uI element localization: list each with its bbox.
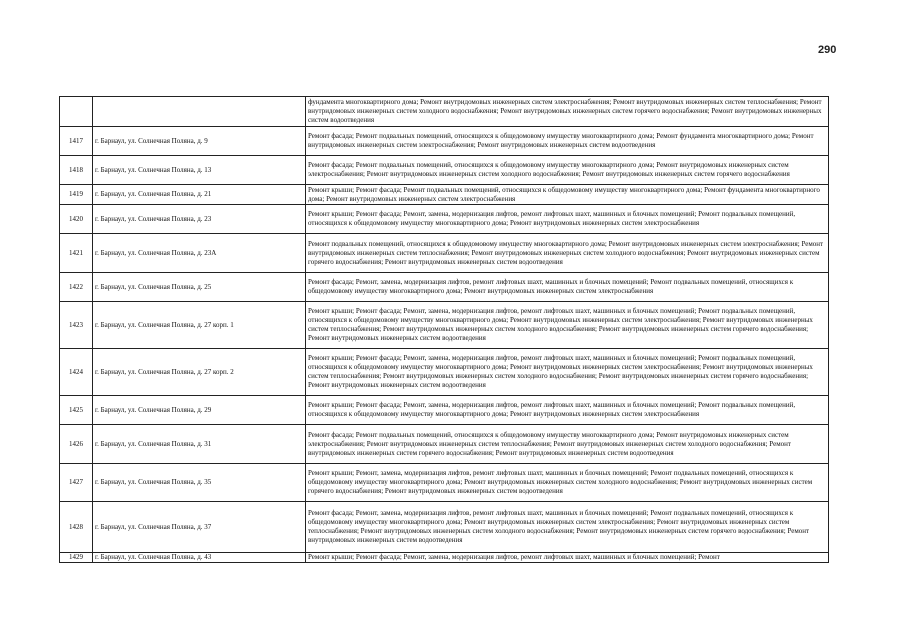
row-works: Ремонт крыши; Ремонт фасада; Ремонт, замена, модернизация лифтов, ремонт лифтовых шахт, машинных и блочных помещений; Ремонт подвальных помещений, относящихся к общедомовому имуществу многоквартирного дома; Ремонт внутридомовых инженерных систем электроснабжения; Ремонт внутридомовых инженерных систем теплоснабжения; Ремонт внутридомовых инженерных систем холодного водоснабжения; Ремонт внутридомовых инженерных систем горячего водоснабжения; Ремонт внутридомовых инженерных систем водоотведения bbox=[306, 349, 829, 396]
row-address: г. Барнаул, ул. Солнечная Поляна, д. 21 bbox=[93, 185, 306, 205]
row-address: г. Барнаул, ул. Солнечная Поляна, д. 27 корп. 1 bbox=[93, 302, 306, 349]
registry-table bbox=[59, 96, 829, 563]
row-works: Ремонт крыши; Ремонт фасада; Ремонт, замена, модернизация лифтов, ремонт лифтовых шахт, машинных и блочных помещений; Ремонт подвальных помещений, относящихся к общедомовому имуществу многоквартирного дома; Ремонт внутридомовых инженерных систем электроснабжения bbox=[306, 396, 829, 425]
table-row bbox=[60, 425, 829, 464]
row-number: 1420 bbox=[60, 205, 93, 234]
table-row bbox=[60, 273, 829, 302]
table-row bbox=[60, 185, 829, 205]
row-works: Ремонт фасада; Ремонт, замена, модернизация лифтов, ремонт лифтовых шахт, машинных и блочных помещений; Ремонт подвальных помещений, относящихся к общедомовому имуществу многоквартирного дома; Ремонт внутридомовых инженерных систем электроснабжения; Ремонт внутридомовых инженерных систем теплоснабжения; Ремонт внутридомовых инженерных систем холодного водоснабжения; Ремонт внутридомовых инженерных систем горячего водоснабжения; Ремонт внутридомовых инженерных систем водоотведения bbox=[306, 502, 829, 553]
row-address bbox=[93, 97, 306, 127]
row-number: 1428 bbox=[60, 502, 93, 553]
row-address: г. Барнаул, ул. Солнечная Поляна, д. 9 bbox=[93, 127, 306, 156]
table-row bbox=[60, 234, 829, 273]
table-row bbox=[60, 502, 829, 553]
table-row bbox=[60, 156, 829, 185]
row-works: Ремонт фасада; Ремонт подвальных помещений, относящихся к общедомовому имуществу многоквартирного дома; Ремонт внутридомовых инженерных систем электроснабжения; Ремонт внутридомовых инженерных систем теплоснабжения; Ремонт внутридомовых инженерных систем холодного водоснабжения; Ремонт внутридомовых инженерных систем горячего водоснабжения; Ремонт внутридомовых инженерных систем водоотведения bbox=[306, 425, 829, 464]
row-number bbox=[60, 97, 93, 127]
row-address: г. Барнаул, ул. Солнечная Поляна, д. 23 bbox=[93, 205, 306, 234]
row-number: 1421 bbox=[60, 234, 93, 273]
row-number: 1424 bbox=[60, 349, 93, 396]
row-number: 1427 bbox=[60, 464, 93, 502]
row-number: 1422 bbox=[60, 273, 93, 302]
row-works: Ремонт крыши; Ремонт, замена, модернизация лифтов, ремонт лифтовых шахт, машинных и блочных помещений; Ремонт подвальных помещений, относящихся к общедомовому имуществу многоквартирного дома; Ремонт внутридомовых инженерных систем холодного водоснабжения; Ремонт внутридомовых инженерных систем горячего водоснабжения; Ремонт внутридомовых инженерных систем водоотведения bbox=[306, 464, 829, 502]
row-number: 1419 bbox=[60, 185, 93, 205]
row-works: Ремонт подвальных помещений, относящихся к общедомовому имуществу многоквартирного дома; Ремонт внутридомовых инженерных систем электроснабжения; Ремонт внутридомовых инженерных систем теплоснабжения; Ремонт внутридомовых инженерных систем холодного водоснабжения; Ремонт внутридомовых инженерных систем горячего водоснабжения; Ремонт внутридомовых инженерных систем водоотведения bbox=[306, 234, 829, 273]
row-number: 1425 bbox=[60, 396, 93, 425]
row-address: г. Барнаул, ул. Солнечная Поляна, д. 29 bbox=[93, 396, 306, 425]
row-address: г. Барнаул, ул. Солнечная Поляна, д. 25 bbox=[93, 273, 306, 302]
row-address: г. Барнаул, ул. Солнечная Поляна, д. 35 bbox=[93, 464, 306, 502]
row-number: 1429 bbox=[60, 553, 93, 563]
table-row bbox=[60, 302, 829, 349]
page-number: 290 bbox=[818, 44, 837, 56]
row-address: г. Барнаул, ул. Солнечная Поляна, д. 13 bbox=[93, 156, 306, 185]
table-row bbox=[60, 97, 829, 127]
row-works: Ремонт крыши; Ремонт фасада; Ремонт, замена, модернизация лифтов, ремонт лифтовых шахт, машинных и блочных помещений; Ремонт подвальных помещений, относящихся к общедомовому имуществу многоквартирного дома; Ремонт внутридомовых инженерных систем электроснабжения bbox=[306, 205, 829, 234]
row-number: 1423 bbox=[60, 302, 93, 349]
table-row bbox=[60, 205, 829, 234]
row-works: Ремонт фасада; Ремонт подвальных помещений, относящихся к общедомовому имуществу многоквартирного дома; Ремонт внутридомовых инженерных систем электроснабжения; Ремонт внутридомовых инженерных систем холодного водоснабжения; Ремонт внутридомовых инженерных систем горячего водоснабжения bbox=[306, 156, 829, 185]
row-address: г. Барнаул, ул. Солнечная Поляна, д. 23А bbox=[93, 234, 306, 273]
row-works: Ремонт крыши; Ремонт фасада; Ремонт подвальных помещений, относящихся к общедомовому имуществу многоквартирного дома; Ремонт фундамента многоквартирного дома; Ремонт внутридомовых инженерных систем электроснабжения bbox=[306, 185, 829, 205]
row-works: Ремонт крыши; Ремонт фасада; Ремонт, замена, модернизация лифтов, ремонт лифтовых шахт, машинных и блочных помещений; Ремонт bbox=[306, 553, 829, 563]
table-row bbox=[60, 464, 829, 502]
table-row bbox=[60, 553, 829, 563]
row-works: фундамента многоквартирного дома; Ремонт внутридомовых инженерных систем электроснабжения; Ремонт внутридомовых инженерных систем теплоснабжения; Ремонт внутридомовых инженерных систем холодного водоснабжения; Ремонт внутридомовых инженерных систем горячего водоснабжения; Ремонт внутридомовых инженерных систем водоотведения bbox=[306, 97, 829, 127]
row-works: Ремонт крыши; Ремонт фасада; Ремонт, замена, модернизация лифтов, ремонт лифтовых шахт, машинных и блочных помещений; Ремонт подвальных помещений, относящихся к общедомовому имуществу многоквартирного дома; Ремонт внутридомовых инженерных систем электроснабжения; Ремонт внутридомовых инженерных систем теплоснабжения; Ремонт внутридомовых инженерных систем холодного водоснабжения; Ремонт внутридомовых инженерных систем горячего водоснабжения; Ремонт внутридомовых инженерных систем водоотведения bbox=[306, 302, 829, 349]
row-number: 1417 bbox=[60, 127, 93, 156]
row-number: 1426 bbox=[60, 425, 93, 464]
row-address: г. Барнаул, ул. Солнечная Поляна, д. 37 bbox=[93, 502, 306, 553]
table-row bbox=[60, 396, 829, 425]
table-row bbox=[60, 349, 829, 396]
row-address: г. Барнаул, ул. Солнечная Поляна, д. 31 bbox=[93, 425, 306, 464]
row-address: г. Барнаул, ул. Солнечная Поляна, д. 27 корп. 2 bbox=[93, 349, 306, 396]
table-row bbox=[60, 127, 829, 156]
row-works: Ремонт фасада; Ремонт подвальных помещений, относящихся к общедомовому имуществу многоквартирного дома; Ремонт фундамента многоквартирного дома; Ремонт внутридомовых инженерных систем электроснабжения; Ремонт внутридомовых инженерных систем водоотведения bbox=[306, 127, 829, 156]
row-number: 1418 bbox=[60, 156, 93, 185]
row-works: Ремонт фасада; Ремонт, замена, модернизация лифтов, ремонт лифтовых шахт, машинных и блочных помещений; Ремонт подвальных помещений, относящихся к общедомовому имуществу многоквартирного дома; Ремонт внутридомовых инженерных систем электроснабжения bbox=[306, 273, 829, 302]
row-address: г. Барнаул, ул. Солнечная Поляна, д. 43 bbox=[93, 553, 306, 563]
